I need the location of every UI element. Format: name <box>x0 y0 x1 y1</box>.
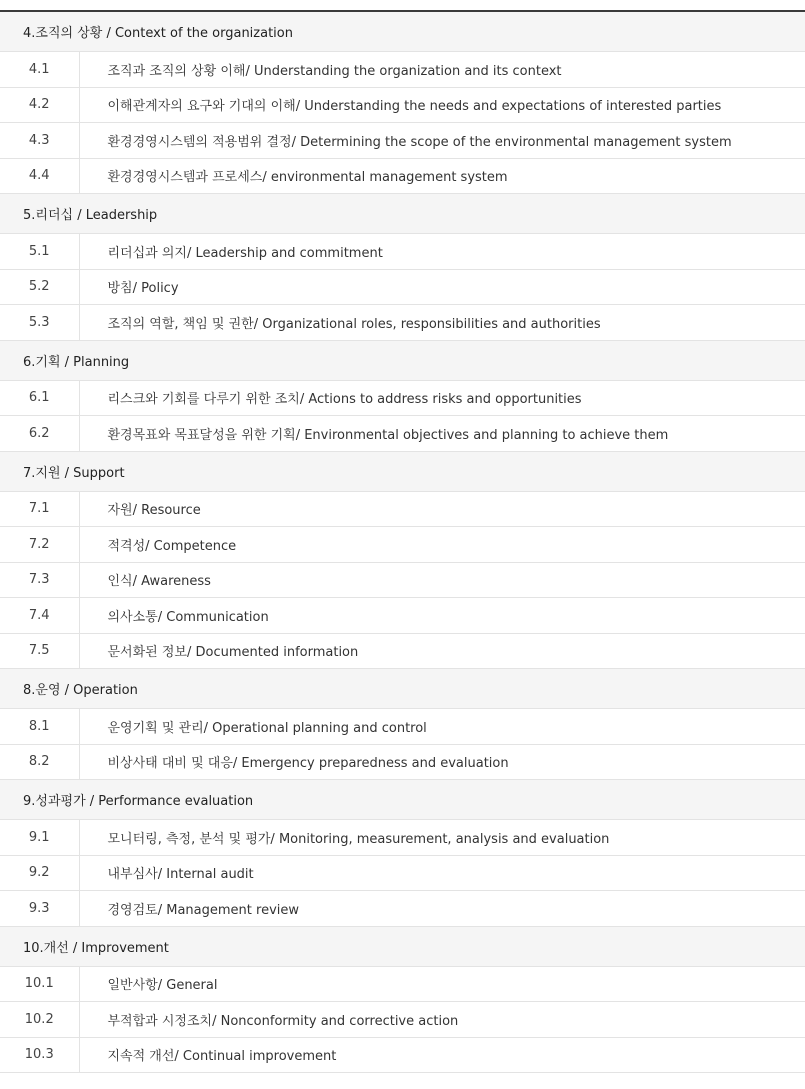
section-header-row <box>0 780 805 820</box>
clause-number: 6.2 <box>0 416 79 452</box>
clause-row <box>0 234 805 270</box>
clause-title: 자원/ Resource <box>79 491 805 527</box>
clause-row <box>0 527 805 563</box>
clause-number: 9.2 <box>0 855 79 891</box>
clause-title: 운영기획 및 관리/ Operational planning and control <box>79 709 805 745</box>
clause-title: 방침/ Policy <box>79 269 805 305</box>
clause-number: 4.3 <box>0 123 79 159</box>
clause-title: 조직과 조직의 상황 이해/ Understanding the organization and its context <box>79 52 805 88</box>
clause-table <box>0 10 805 1073</box>
clause-number: 7.3 <box>0 562 79 598</box>
clause-row <box>0 269 805 305</box>
clause-row <box>0 158 805 194</box>
clause-number: 7.2 <box>0 527 79 563</box>
section-header-row <box>0 926 805 966</box>
clause-number: 10.2 <box>0 1002 79 1038</box>
section-header-row <box>0 194 805 234</box>
clause-title: 이해관계자의 요구와 기대의 이해/ Understanding the needs and expectations of interested parties <box>79 87 805 123</box>
clause-number: 10.1 <box>0 966 79 1002</box>
clause-row <box>0 598 805 634</box>
clause-row <box>0 562 805 598</box>
clause-title: 적격성/ Competence <box>79 527 805 563</box>
clause-number: 6.1 <box>0 380 79 416</box>
clause-number: 8.1 <box>0 709 79 745</box>
clause-row <box>0 87 805 123</box>
clause-row <box>0 709 805 745</box>
clause-title: 리더십과 의지/ Leadership and commitment <box>79 234 805 270</box>
clause-title: 내부심사/ Internal audit <box>79 855 805 891</box>
clause-title: 조직의 역할, 책임 및 권한/ Organizational roles, responsibilities and authorities <box>79 305 805 341</box>
section-header-row <box>0 451 805 491</box>
clause-row <box>0 744 805 780</box>
section-header-row <box>0 669 805 709</box>
section-heading: 6.기획 / Planning <box>0 340 805 380</box>
clause-title: 환경경영시스템과 프로세스/ environmental management system <box>79 158 805 194</box>
clause-title: 지속적 개선/ Continual improvement <box>79 1037 805 1073</box>
section-heading: 8.운영 / Operation <box>0 669 805 709</box>
clause-number: 10.3 <box>0 1037 79 1073</box>
clause-title: 문서화된 정보/ Documented information <box>79 633 805 669</box>
clause-number: 4.2 <box>0 87 79 123</box>
clause-title: 리스크와 기회를 다루기 위한 조치/ Actions to address risks and opportunities <box>79 380 805 416</box>
clause-title: 부적합과 시정조치/ Nonconformity and corrective action <box>79 1002 805 1038</box>
clause-number: 8.2 <box>0 744 79 780</box>
clause-title: 인식/ Awareness <box>79 562 805 598</box>
clause-number: 5.1 <box>0 234 79 270</box>
clause-title: 일반사항/ General <box>79 966 805 1002</box>
clause-row <box>0 855 805 891</box>
section-heading: 4.조직의 상황 / Context of the organization <box>0 11 805 52</box>
clause-row <box>0 633 805 669</box>
clause-title: 환경목표와 목표달성을 위한 기획/ Environmental objectives and planning to achieve them <box>79 416 805 452</box>
clause-row <box>0 416 805 452</box>
clause-row <box>0 1037 805 1073</box>
section-heading: 9.성과평가 / Performance evaluation <box>0 780 805 820</box>
clause-row <box>0 52 805 88</box>
clause-number: 4.1 <box>0 52 79 88</box>
clause-number: 7.5 <box>0 633 79 669</box>
clause-number: 9.1 <box>0 820 79 856</box>
clause-number: 7.4 <box>0 598 79 634</box>
clause-title: 비상사태 대비 및 대응/ Emergency preparedness and evaluation <box>79 744 805 780</box>
clause-row <box>0 1002 805 1038</box>
clause-title: 의사소통/ Communication <box>79 598 805 634</box>
clause-title: 경영검토/ Management review <box>79 891 805 927</box>
clause-number: 9.3 <box>0 891 79 927</box>
section-heading: 10.개선 / Improvement <box>0 926 805 966</box>
clause-row <box>0 380 805 416</box>
section-header-row <box>0 11 805 52</box>
clause-row <box>0 123 805 159</box>
clause-number: 5.3 <box>0 305 79 341</box>
clause-table-body <box>0 11 805 1073</box>
clause-row <box>0 966 805 1002</box>
clause-number: 4.4 <box>0 158 79 194</box>
section-header-row <box>0 340 805 380</box>
clause-row <box>0 305 805 341</box>
clause-row <box>0 491 805 527</box>
clause-row <box>0 820 805 856</box>
clause-number: 5.2 <box>0 269 79 305</box>
clause-number: 7.1 <box>0 491 79 527</box>
clause-title: 모니터링, 측정, 분석 및 평가/ Monitoring, measurement, analysis and evaluation <box>79 820 805 856</box>
section-heading: 7.지원 / Support <box>0 451 805 491</box>
section-heading: 5.리더십 / Leadership <box>0 194 805 234</box>
clause-row <box>0 891 805 927</box>
clause-title: 환경경영시스템의 적용범위 결정/ Determining the scope of the environmental management system <box>79 123 805 159</box>
